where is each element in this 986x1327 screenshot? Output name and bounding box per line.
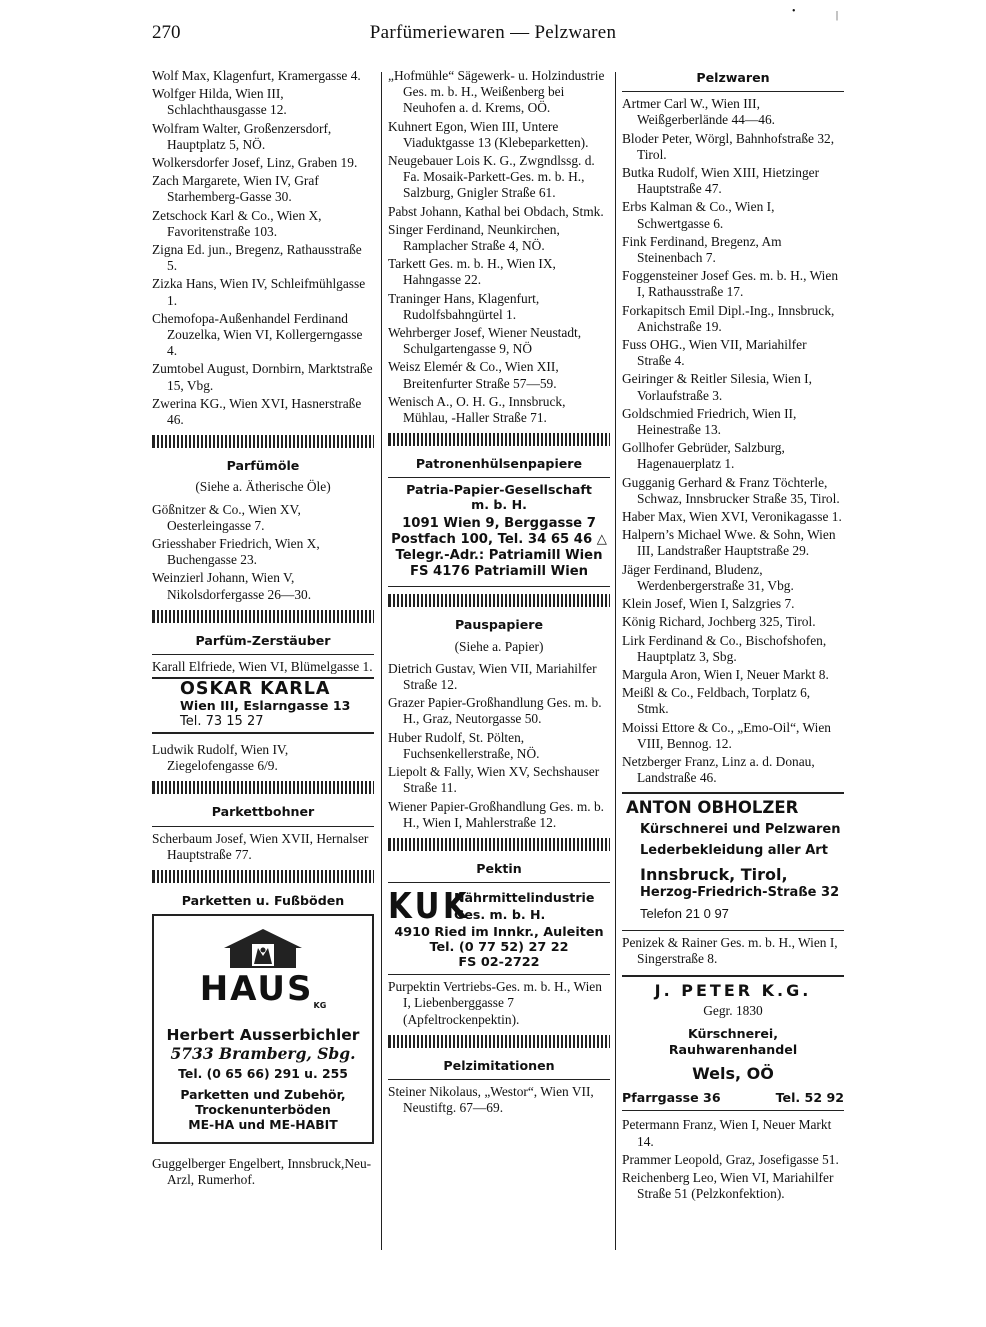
directory-entry: Penizek & Rainer Ges. m. b. H., Wien I, Singerstraße 8.	[622, 934, 838, 966]
directory-entry: Reichenberg Leo, Wien VI, Mariahilfer Straße 51 (Pelzkonfektion).	[622, 1169, 834, 1202]
column-left	[152, 68, 374, 1190]
directory-entry: Weisz Elemér & Co., Wien XII, Breitenfurter Straße 57—59.	[388, 359, 559, 391]
ad-kuk	[388, 886, 610, 928]
section-divider	[152, 870, 374, 883]
section-heading: Parfümöle	[226, 458, 300, 474]
ad-company-name: Patria-Papier-Gesellschaft	[406, 482, 592, 498]
directory-entry: Zizka Hans, Wien IV, Schleifmühlgasse 1.	[152, 276, 366, 308]
ad-phone: Tel. 52 92	[775, 1090, 844, 1106]
column-rule	[615, 72, 616, 1250]
ad-products: Parketten und Zubehör, Trockenunterböden ME-HA und ME-HABIT	[180, 1086, 346, 1132]
directory-entry: Wolf Max, Klagenfurt, Kramergasse 4.	[152, 68, 361, 83]
directory-entry: Gößnitzer & Co., Wien XV, Oesterleingasse 7.	[152, 501, 301, 533]
house-logo-icon	[218, 926, 308, 970]
heading-rule	[388, 586, 610, 587]
directory-entry: Margula Aron, Wien I, Neuer Markt 8.	[622, 666, 829, 682]
directory-entry: Zigna Ed. jun., Bregenz, Rathausstraße 5.	[152, 242, 362, 274]
directory-entry: Meißl & Co., Feldbach, Torplatz 6, Stmk.	[622, 685, 811, 717]
entry-list	[152, 1156, 374, 1188]
heading-rule	[622, 91, 844, 92]
ad-j-peter	[622, 975, 844, 1111]
ad-anton-obholzer	[622, 792, 844, 923]
ad-city: Wels, OÖ	[692, 1063, 774, 1083]
ad-phone: Tel. 73 15 27	[180, 713, 264, 729]
ad-phone: Telefon 21 0 97	[640, 905, 729, 921]
directory-entry: Wolfger Hilda, Wien III, Schlachthausgasse 12.	[152, 86, 287, 118]
section-divider	[152, 781, 374, 794]
directory-entry: Neugebauer Lois K. G., Zwgndlssg. d. Fa. Mosaik-Parkett-Ges. m. b. H., Salzburg, Gnigler Straße 61.	[388, 153, 595, 201]
directory-entry: Karall Elfriede, Wien VI, Blümelgasse 1.	[152, 659, 373, 675]
ad-company-name: ANTON OBHOLZER	[626, 798, 799, 818]
directory-entry: Gugganig Gerhard & Franz Töchterle, Schwaz, Innsbrucker Straße 35, Tirol.	[622, 474, 840, 506]
directory-entry: Jäger Ferdinand, Bludenz, Werdenbergerstraße 31, Vbg.	[622, 561, 794, 593]
directory-entry: Wolkersdorfer Josef, Linz, Graben 19.	[152, 155, 358, 171]
directory-entry: Wenisch A., O. H. G., Innsbruck, Mühlau, -Haller Straße 71.	[388, 393, 566, 426]
directory-entry: Forkapitsch Emil Dipl.-Ing., Innsbruck, Anichstraße 19.	[622, 302, 835, 334]
directory-entry: Singer Ferdinand, Neunkirchen, Ramplacher Straße 4, NÖ.	[388, 221, 560, 254]
section-note: (Siehe a. Papier)	[454, 638, 544, 654]
section-divider	[152, 435, 374, 448]
directory-entry: Zach Margarete, Wien IV, Graf Starhemberg-Gasse 30.	[152, 173, 319, 205]
directory-entry: Zumtobel August, Dornbirn, Marktstraße 15, Vbg.	[152, 361, 373, 393]
ad-address: Wien III, Eslarngasse 13	[180, 697, 351, 713]
column-right	[622, 68, 844, 1204]
heading-rule	[622, 930, 844, 931]
directory-entry: König Richard, Jochberg 325, Tirol.	[622, 614, 816, 630]
section-divider	[388, 1035, 610, 1048]
section-divider	[388, 838, 610, 851]
entry-list	[622, 1117, 844, 1202]
page-header	[0, 18, 986, 48]
ad-trade: Kürschnerei und Pelzwaren	[640, 821, 841, 837]
heading-rule	[388, 882, 610, 883]
entry-list	[622, 96, 844, 786]
directory-entry: Ludwik Rudolf, Wien IV, Ziegelofengasse 6/9.	[152, 741, 289, 774]
directory-entry: Wiener Papier-Großhandlung Ges. m. b. H., Wien I, Mahlerstraße 12.	[388, 798, 604, 830]
section-divider	[388, 433, 610, 446]
ad-company-form: Ges. m. b. H.	[454, 907, 546, 923]
directory-entry: Bloder Peter, Wörgl, Bahnhofstraße 32, Tirol.	[622, 130, 835, 162]
ad-owner-name: Herbert Ausserbichler	[166, 1025, 360, 1044]
section-heading: Parkettbohner	[211, 804, 315, 820]
ad-phone: Tel. (0 65 66) 291 u. 255	[178, 1066, 348, 1082]
column-middle	[388, 68, 610, 1118]
entry-list	[152, 742, 374, 774]
directory-entry: Liepolt & Fally, Wien XV, Sechshauser Straße 11.	[388, 764, 600, 796]
kuk-logo: KUK	[388, 886, 470, 928]
ad-founded: Gegr. 1830	[703, 1003, 763, 1019]
ad-address: Pfarrgasse 36	[622, 1090, 721, 1106]
directory-entry: Fink Ferdinand, Bregenz, Am Steinenbach 7.	[622, 233, 782, 266]
directory-entry: Erbs Kalman & Co., Wien I, Schwertgasse 6.	[622, 199, 775, 231]
ad-wordmark: $HAUS_{KG}$	[199, 969, 327, 1010]
directory-entry: Grazer Papier-Großhandlung Ges. m. b. H., Graz, Neutorgasse 50.	[388, 695, 602, 727]
ad-haus-ausserbichler	[152, 914, 374, 1143]
heading-rule	[152, 826, 374, 827]
directory-entry: Scherbaum Josef, Wien XVII, Hernalser Hauptstraße 77.	[152, 830, 369, 862]
section-note: (Siehe a. Ätherische Öle)	[195, 479, 331, 495]
ad-town: 5733 Bramberg, Sbg.	[170, 1044, 356, 1064]
ad-trade: Lederbekleidung aller Art	[640, 842, 828, 858]
section-heading: Pelzimitationen	[443, 1057, 555, 1073]
section-heading: Parketten u. Fußböden	[181, 892, 345, 908]
directory-entry: Purpektin Vertriebs-Ges. m. b. H., Wien I, Liebenberggasse 7 (Apfeltrockenpektin).	[388, 979, 602, 1027]
directory-entry: Wolfram Walter, Großenzersdorf, Hauptplatz 5, NÖ.	[152, 120, 332, 152]
directory-entry: Traninger Hans, Klagenfurt, Rudolfsbahngürtel 1.	[388, 290, 540, 322]
directory-entry: Pabst Johann, Kathal bei Obdach, Stmk.	[388, 203, 604, 219]
section-heading: Pauspapiere	[455, 617, 543, 633]
directory-entry: Butka Rudolf, Wien XIII, Hietzinger Hauptstraße 47.	[622, 165, 820, 197]
entry-list	[388, 979, 610, 1028]
ad-oskar-karla	[152, 677, 374, 734]
directory-entry: Kuhnert Egon, Wien III, Untere Viaduktgasse 13 (Klebeparketten).	[388, 118, 589, 150]
section-heading: Parfüm-Zerstäuber	[195, 632, 331, 648]
section-heading: Pelzwaren	[696, 70, 770, 85]
directory-entry: Netzberger Franz, Linz a. d. Donau, Landstraße 46.	[622, 753, 815, 786]
directory-entry: Lirk Ferdinand & Co., Bischofshofen, Hauptplatz 3, Sbg.	[622, 632, 827, 664]
entry-list	[388, 661, 610, 831]
print-speck: |	[836, 10, 839, 21]
ad-address-block: 1091 Wien 9, Berggasse 7 Postfach 100, Tel. 34 65 46 △ Telegr.-Adr.: Patriamill Wien FS 4176 Patriamill Wien	[391, 516, 607, 580]
ad-city: Innsbruck, Tirol,	[640, 864, 788, 884]
directory-entry: Weinzierl Johann, Wien V, Nikolsdorfergasse 26—30.	[152, 570, 312, 602]
ad-company-name: J. PETER K.G.	[654, 981, 812, 1001]
section-divider	[388, 594, 610, 607]
directory-entry: Zwerina KG., Wien XVI, Hasnerstraße 46.	[152, 395, 362, 428]
ad-address: Herzog-Friedrich-Straße 32	[640, 884, 840, 900]
directory-entry: Petermann Franz, Wien I, Neuer Markt 14.	[622, 1117, 832, 1149]
entry-list	[388, 68, 610, 426]
ad-trade: Kürschnerei, Rauhwarenhandel	[668, 1025, 798, 1057]
directory-entry: Klein Josef, Wien I, Salzgries 7.	[622, 596, 795, 612]
ad-address-block: 4910 Ried im Innkr., Auleiten Tel. (0 77 52) 27 22 FS 02-2722	[394, 925, 604, 971]
directory-entry: Halpern’s Michael Wwe. & Sohn, Wien III, Landstraßer Hauptstraße 29.	[622, 527, 836, 559]
heading-rule	[152, 654, 374, 655]
directory-entry: Griesshaber Friedrich, Wien X, Buchengasse 23.	[152, 536, 320, 568]
entry-list	[152, 502, 374, 603]
ad-patria	[388, 482, 610, 580]
directory-entry: Zetschock Karl & Co., Wien X, Favoritenstraße 103.	[152, 207, 322, 239]
directory-entry: Guggelberger Engelbert, Innsbruck,Neu-Arzl, Rumerhof.	[152, 1155, 372, 1187]
directory-entry: Prammer Leopold, Graz, Josefigasse 51.	[622, 1151, 839, 1167]
section-heading: Pektin	[476, 860, 522, 876]
section-heading: Patronenhülsenpapiere	[415, 456, 583, 472]
directory-entry: Artmer Carl W., Wien III, Weißgerberlände 44—46.	[622, 96, 775, 128]
entry-list	[152, 831, 374, 863]
directory-entry: Moissi Ettore & Co., „Emo-Oil“, Wien VIII, Bennog. 12.	[622, 719, 831, 751]
directory-entry: Haber Max, Wien XVI, Veronikagasse 1.	[622, 509, 842, 525]
heading-rule	[388, 974, 610, 975]
directory-entry: Steiner Nikolaus, „Westor“, Wien VII, Neustiftg. 67—69.	[388, 1083, 594, 1116]
ad-contact-row	[622, 1090, 844, 1111]
ad-company-name: Nährmittelindustrie	[454, 890, 595, 906]
entry-list	[388, 1084, 610, 1116]
column-rule	[381, 72, 382, 1250]
ad-company-name: OSKAR KARLA	[180, 679, 331, 700]
directory-entry: „Hofmühle“ Sägewerk- u. Holzindustrie Ges. m. b. H., Weißenberg bei Neuhofen a. d. Krems, OÖ.	[388, 68, 605, 116]
directory-entry: Geiringer & Reitler Silesia, Wien I, Vorlaufstraße 3.	[622, 371, 812, 403]
page-number: 270	[152, 22, 181, 43]
print-speck: •	[792, 6, 796, 17]
directory-entry: Foggensteiner Josef Ges. m. b. H., Wien I, Rathausstraße 17.	[622, 268, 839, 300]
ad-company-form: m. b. H.	[471, 497, 527, 513]
directory-entry: Wehrberger Josef, Wiener Neustadt, Schulgartengasse 9, NÖ	[388, 325, 582, 357]
heading-rule	[388, 1079, 610, 1080]
running-title: Parfümeriewaren — Pelzwaren	[369, 22, 617, 43]
heading-rule	[388, 477, 610, 478]
entry-list	[622, 935, 844, 967]
directory-entry: Dietrich Gustav, Wien VII, Mariahilfer Straße 12.	[388, 660, 597, 693]
directory-entry: Goldschmied Friedrich, Wien II, Heinestraße 13.	[622, 405, 797, 438]
directory-entry: Chemofopa-Außenhandel Ferdinand Zouzelka, Wien VI, Kollergerngasse 4.	[152, 310, 363, 359]
directory-entry: Gollhofer Gebrüder, Salzburg, Hagenauerplatz 1.	[622, 440, 785, 472]
entry-list	[152, 659, 374, 675]
directory-entry: Fuss OHG., Wien VII, Mariahilfer Straße 4.	[622, 337, 807, 369]
directory-entry: Tarkett Ges. m. b. H., Wien IX, Hahngasse 22.	[388, 256, 556, 288]
directory-entry: Huber Rudolf, St. Pölten, Fuchsenkellerstraße, NÖ.	[388, 729, 540, 761]
section-divider	[152, 610, 374, 623]
entry-list	[152, 68, 374, 428]
